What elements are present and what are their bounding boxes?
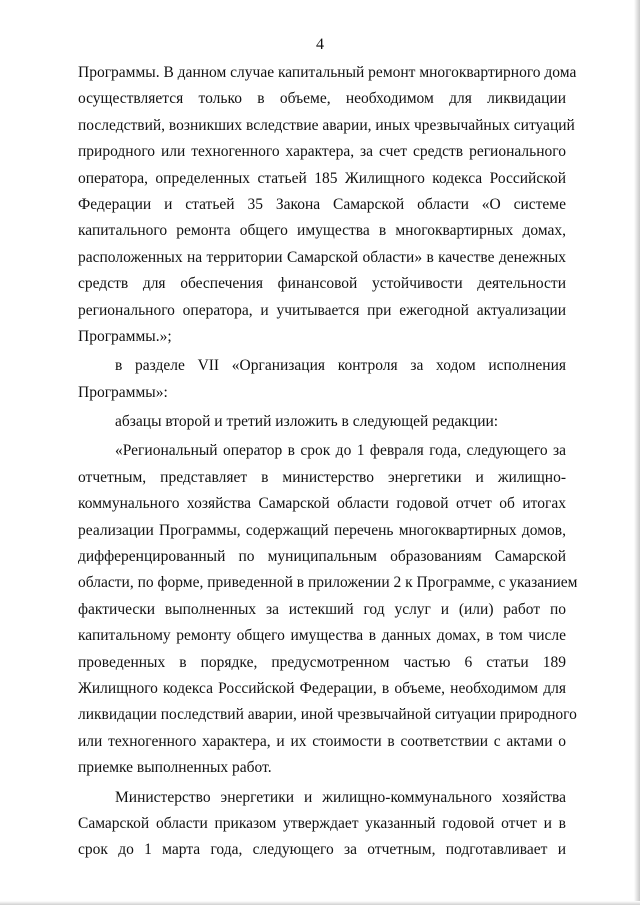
text-line: области, по форме, приведенной в приложении 2 к Программе, с указанием — [78, 574, 578, 592]
text-line: средств для обеспечения финансовой устойчивости деятельности — [78, 275, 566, 293]
text-line: природного или техногенного характера, за счет средств регионального — [78, 143, 566, 161]
text-line: фактически выполненных за истекший год услуг и (или) работ по — [78, 600, 566, 618]
text-line: последствий, возникших вследствие аварии, иных чрезвычайных ситуаций — [78, 116, 575, 134]
text-line: Программы.»; — [78, 327, 172, 345]
text-line: абзацы второй и третий изложить в следующей редакции: — [115, 413, 499, 431]
text-line: капитального ремонта общего имущества в многоквартирных домах, — [78, 222, 566, 240]
text-line: Программы. В данном случае капитальный ремонт многоквартирного дома — [78, 64, 577, 81]
text-line: проведенных в порядке, предусмотренном частью 6 статьи 189 — [78, 653, 566, 671]
page-number: 4 — [316, 36, 324, 53]
text-line: срок до 1 марта года, следующего за отчетным, подготавливает и — [78, 841, 566, 859]
scan-edge-shadow — [634, 0, 640, 905]
text-line: коммунального хозяйства Самарской области годовой отчет об итогах — [78, 495, 566, 513]
text-line: оператора, определенных статьей 185 Жилищного кодекса Российской — [78, 169, 566, 187]
text-line: Программы»: — [78, 383, 168, 401]
text-line: ликвидации последствий аварии, иной чрезвычайной ситуации природного — [78, 706, 577, 724]
text-line: дифференцированный по муниципальным образованиям Самарской — [78, 548, 566, 566]
text-line: расположенных на территории Самарской области» в качестве денежных — [78, 248, 566, 266]
text-line: Самарской области приказом утверждает указанный годовой отчет и в — [78, 814, 566, 832]
text-line: реализации Программы, содержащий перечень многоквартирных домов, — [78, 521, 566, 539]
text-line: отчетным, представляет в министерство энергетики и жилищно- — [78, 468, 566, 486]
scan-bottom-shadow — [0, 901, 640, 905]
document-body — [78, 60, 578, 864]
text-line: Федерации и статьей 35 Закона Самарской области «О системе — [78, 195, 566, 213]
text-line: Жилищного кодекса Российской Федерации, в объеме, необходимом для — [78, 679, 566, 697]
text-line: «Региональный оператор в срок до 1 февраля года, следующего за — [115, 442, 566, 460]
text-line: капитальному ремонту общего имущества в данных домах, в том числе — [78, 627, 566, 645]
text-line: или техногенного характера, и их стоимости в соответствии с актами о — [78, 732, 566, 750]
text-line: регионального оператора, и учитывается при ежегодной актуализации — [78, 301, 566, 319]
text-line: осуществляется только в объеме, необходимом для ликвидации — [78, 90, 566, 108]
text-line: в разделе VII «Организация контроля за ходом исполнения — [115, 357, 566, 375]
text-line: Министерство энергетики и жилищно-коммунального хозяйства — [115, 788, 566, 806]
text-line: приемке выполненных работ. — [78, 759, 272, 777]
